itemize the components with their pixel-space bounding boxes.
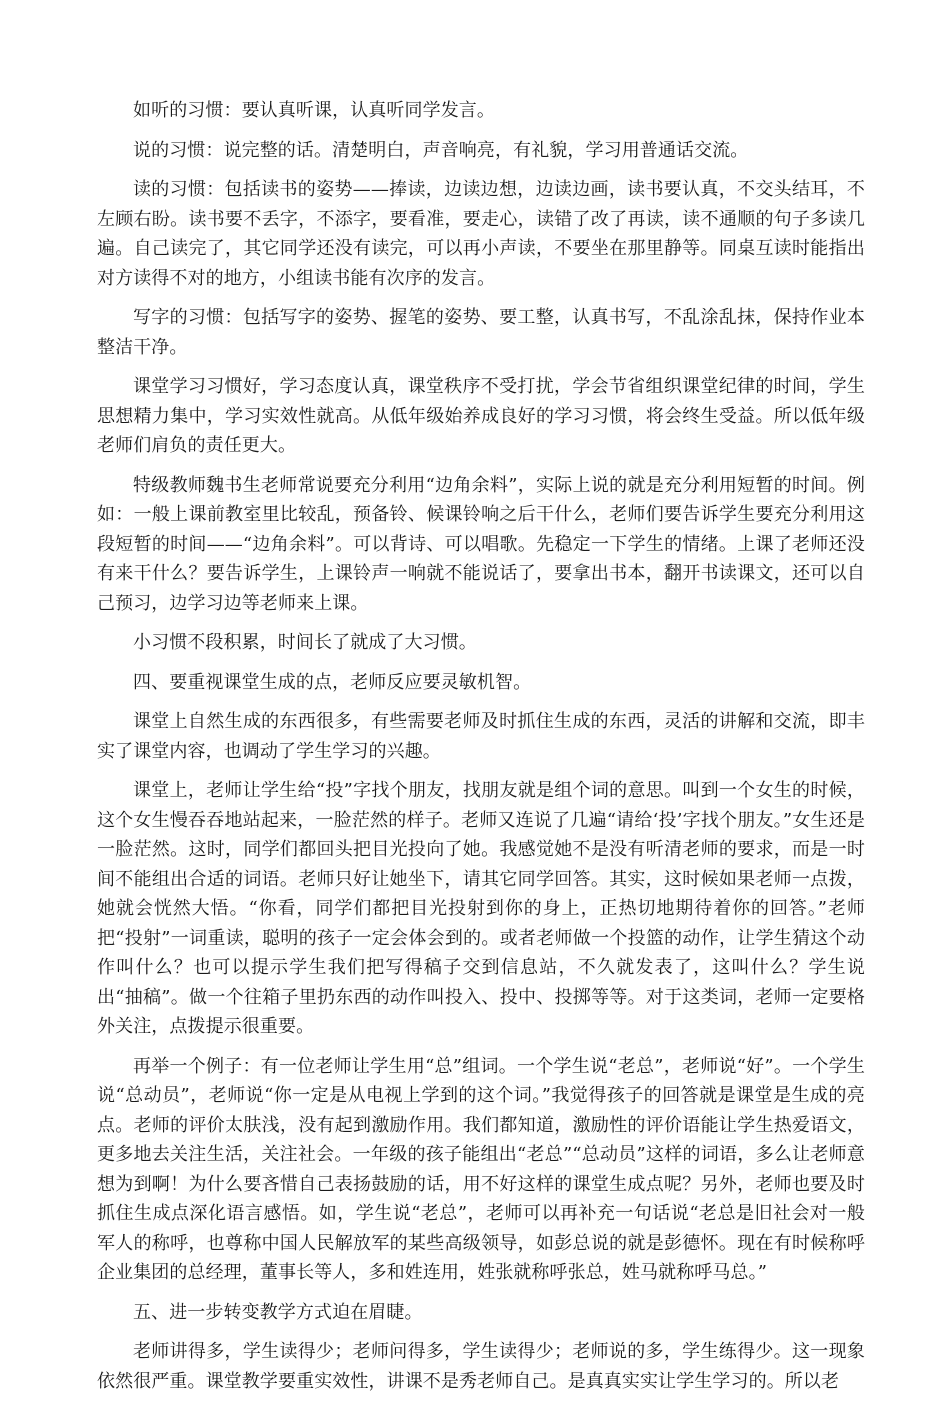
paragraph-small-habits: 小习惯不段积累，时间长了就成了大习惯。 <box>133 632 477 653</box>
paragraph-zong-example: 再举一个例子：有一位老师让学生用“总”组词。一个学生说“老总”，老师说“好”。一个学生说“总动员”，老师说“你一定是从电视上学到的这个词。”我觉得孩子的回答就是课堂是生成的亮点。老师的评价太肤浅，没有起到激励作用。我们都知道，激励性的评价语能让学生热爱语文，更多地去关注生活，关注社会。一年级的孩子能组出“老总”“总动员”这样的词语，多么让老师意想为到啊！为什么要吝惜自己表扬鼓励的话，用不好这样的课堂生成点呢？另外，老师也要及时抓住生成点深化语言感悟。如，学生说“老总”，老师可以再补充一句话说“老总是旧社会对一般军人的称呼，也尊称中国人民解放军的某些高级领导，如彭总说的就是彭德怀。现在有时候称呼企业集团的总经理，董事长等人，多和姓连用，姓张就称呼张总，姓马就称呼马总。” <box>97 1055 865 1283</box>
paragraph-generated-content: 课堂上自然生成的东西很多，有些需要老师及时抓住生成的东西，灵活的讲解和交流，即丰实了课堂内容，也调动了学生学习的兴趣。 <box>97 711 865 762</box>
paragraph-reading-habit: 读的习惯：包括读书的姿势——捧读，边读边想，边读边画，读书要认真，不交头结耳，不左顾右盼。读书要不丢字，不添字，要看准，要走心，读错了改了再读，读不通顺的句子多读几遍。自己读完了，其它同学还没有读完，可以再小声读，不要坐在那里静等。同桌互读时能指出对方读得不对的地方，小组读书能有次序的发言。 <box>97 179 865 289</box>
section-heading-four: 四、要重视课堂生成的点，老师反应要灵敏机智。 <box>133 671 532 693</box>
paragraph-classroom-habit: 课堂学习习惯好，学习态度认真，课堂秩序不受打扰，学会节省组织课堂纪律的时间，学生思想精力集中，学习实效性就高。从低年级始养成良好的学习习惯，将会终生受益。所以低年级老师们肩负的责任更大。 <box>97 376 865 456</box>
paragraph-tou-example: 课堂上，老师让学生给“投”字找个朋友，找朋友就是组个词的意思。叫到一个女生的时候，这个女生慢吞吞地站起来，一脸茫然的样子。老师又连说了几遍“请给‘投’字找个朋友。”女生还是一脸茫然。这时，同学们都回头把目光投向了她。我感觉她不是没有听清老师的要求，而是一时间不能组出合适的词语。老师只好让她坐下，请其它同学回答。其实，这时候如果老师一点拨，她就会恍然大悟。“你看，同学们都把目光投射到你的身上，正热切地期待着你的回答。”老师把“投射”一词重读，聪明的孩子一定会体会到的。或者老师做一个投篮的动作，让学生猜这个动作叫什么？也可以提示学生我们把写得稿子交到信息站，不久就发表了，这叫什么？学生说出“抽稿”。做一个往箱子里扔东西的动作叫投入、投中、投掷等等。对于这类词，老师一定要格外关注，点拨提示很重要。 <box>97 780 865 1037</box>
paragraph-speaking-habit: 说的习惯：说完整的话。清楚明白，声音响亮，有礼貌，学习用普通话交流。 <box>133 139 749 161</box>
paragraph-listening-habit: 如听的习惯：要认真听课，认真听同学发言。 <box>133 100 495 121</box>
section-heading-five: 五、进一步转变教学方式迫在眉睫。 <box>133 1301 423 1323</box>
paragraph-writing-habit: 写字的习惯：包括写字的姿势、握笔的姿势、要工整，认真书写，不乱涂乱抹，保持作业本整洁干净。 <box>97 307 865 358</box>
paragraph-teaching-method: 老师讲得多，学生读得少；老师问得多，学生读得少；老师说的多，学生练得少。这一现象依然很严重。课堂教学要重实效性，讲课不是秀老师自己。是真真实实让学生学习的。所以老 <box>97 1341 865 1392</box>
document-page <box>97 96 865 1406</box>
paragraph-spare-time: 特级教师魏书生老师常说要充分利用“边角余料”，实际上说的就是充分利用短暂的时间。例如：一般上课前教室里比较乱，预备铃、候课铃响之后干什么，老师们要告诉学生要充分利用这段短暂的时间——“边角余料”。可以背诗、可以唱歌。先稳定一下学生的情绪。上课了老师还没有来干什么？要告诉学生，上课铃声一响就不能说话了，要拿出书本，翻开书读课文，还可以自己预习，边学习边等老师来上课。 <box>97 474 865 614</box>
